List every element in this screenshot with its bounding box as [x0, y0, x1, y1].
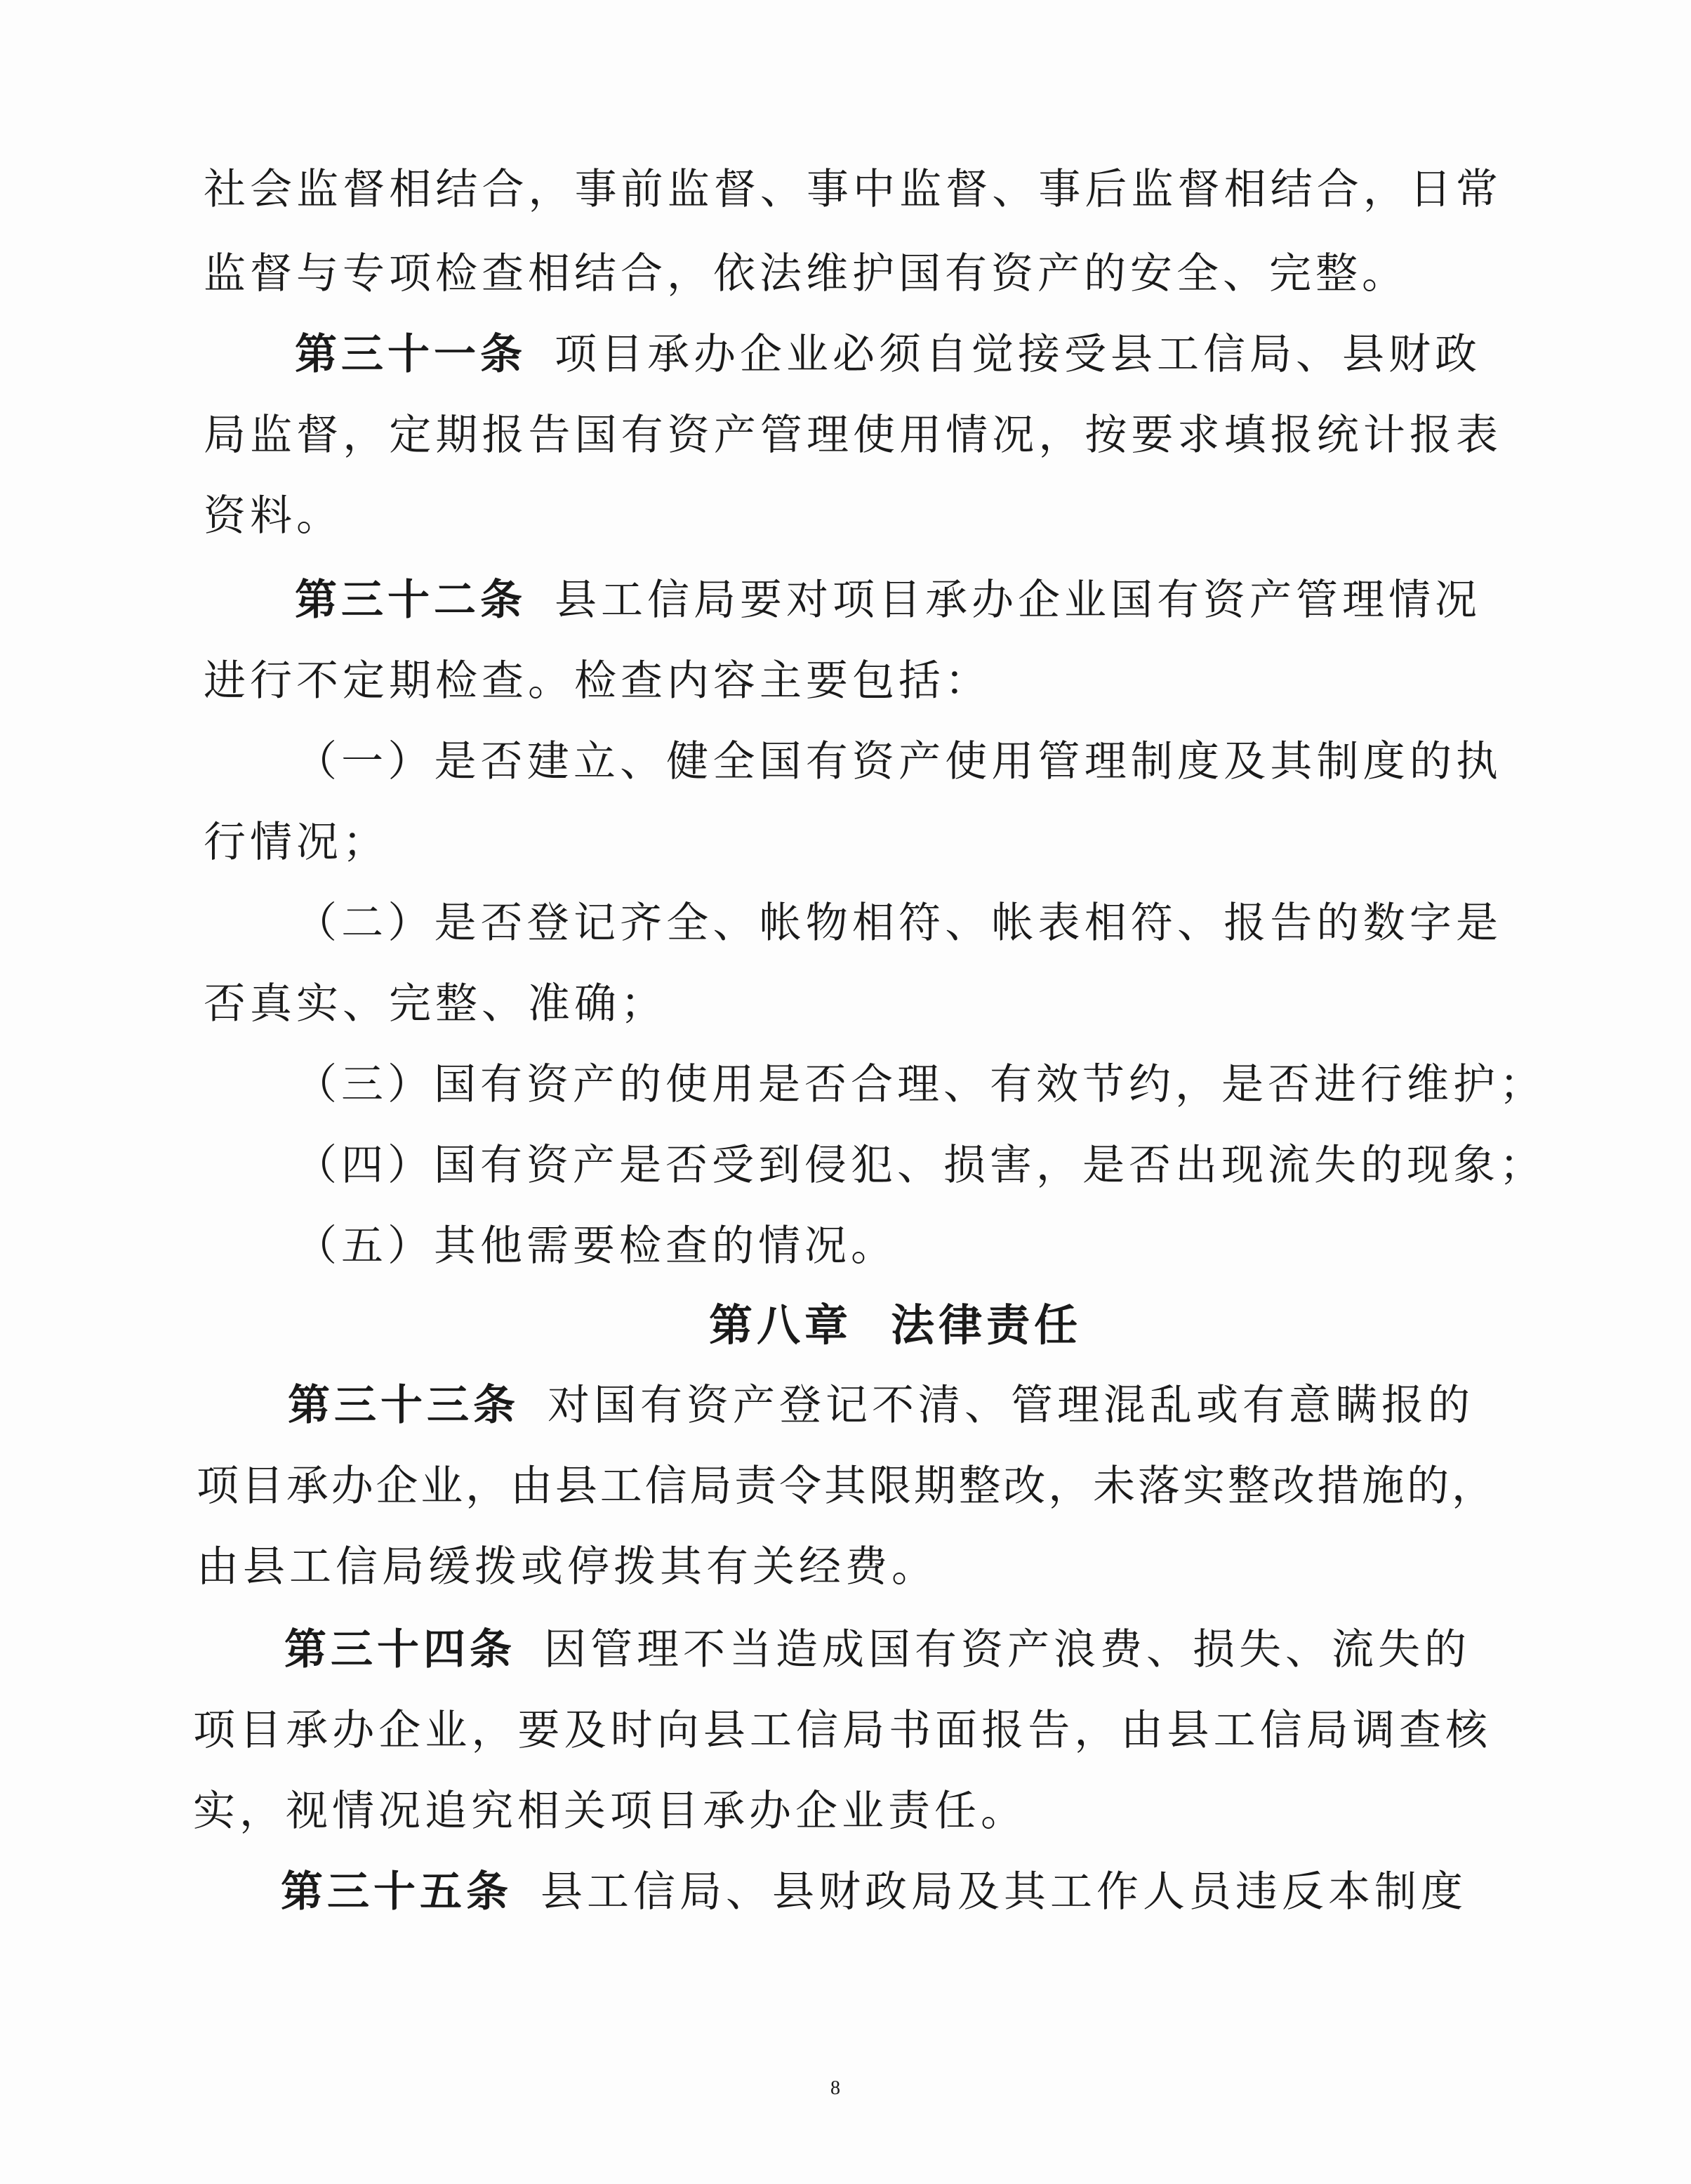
article-text: 对国有资产登记不清、管理混乱或有意瞒报的 — [548, 1381, 1474, 1430]
text-line: 由县工信局缓拨或停拨其有关经费。 — [197, 1542, 938, 1591]
text-line: 项目承办企业，由县工信局责令其限期整改，未落实整改措施的， — [197, 1462, 1495, 1511]
article-31-line — [295, 326, 1481, 383]
list-item-line: （三）国有资产的使用是否合理、有效节约，是否进行维护； — [295, 1060, 1546, 1109]
article-number: 第三十三条 — [288, 1381, 519, 1430]
article-text: 县工信局要对项目承办企业国有资产管理情况 — [555, 576, 1481, 625]
article-text: 县工信局、县财政局及其工作人员违反本制度 — [541, 1867, 1467, 1917]
article-34-line — [284, 1622, 1471, 1678]
text-line: 行情况； — [204, 818, 389, 867]
article-32-line — [295, 572, 1481, 628]
text-line: 否真实、完整、准确； — [204, 979, 667, 1028]
text-line: 局监督，定期报告国有资产管理使用情况，按要求填报统计报表 — [204, 411, 1502, 460]
text-line: 进行不定期检查。检查内容主要包括： — [204, 656, 991, 706]
article-33-line — [288, 1377, 1474, 1434]
list-item-line: （五）其他需要检查的情况。 — [295, 1222, 897, 1271]
article-number: 第三十一条 — [295, 330, 526, 379]
page-number: 8 — [830, 2077, 840, 2099]
text-line: 资料。 — [204, 491, 343, 541]
chapter-heading: 第八章 法律责任 — [709, 1299, 1082, 1351]
article-text: 因管理不当造成国有资产浪费、损失、流失的 — [544, 1625, 1471, 1674]
list-item-line: （四）国有资产是否受到侵犯、损害，是否出现流失的现象； — [295, 1141, 1546, 1190]
text-line: 项目承办企业，要及时向县工信局书面报告，由县工信局调查核 — [193, 1706, 1492, 1755]
text-line: 监督与专项检查相结合，依法维护国有资产的安全、完整。 — [204, 249, 1408, 298]
article-number: 第三十二条 — [295, 576, 526, 625]
list-item-line: （二）是否登记齐全、帐物相符、帐表相符、报告的数字是 — [295, 899, 1502, 948]
text-line: 实，视情况追究相关项目承办企业责任。 — [193, 1787, 1027, 1836]
text-line: 社会监督相结合，事前监督、事中监督、事后监督相结合，日常 — [204, 165, 1502, 214]
article-number: 第三十四条 — [284, 1625, 516, 1674]
article-text: 项目承办企业必须自觉接受县工信局、县财政 — [555, 330, 1481, 379]
article-35-line — [281, 1864, 1467, 1920]
article-number: 第三十五条 — [281, 1867, 512, 1917]
list-item-line: （一）是否建立、健全国有资产使用管理制度及其制度的执 — [295, 737, 1502, 786]
